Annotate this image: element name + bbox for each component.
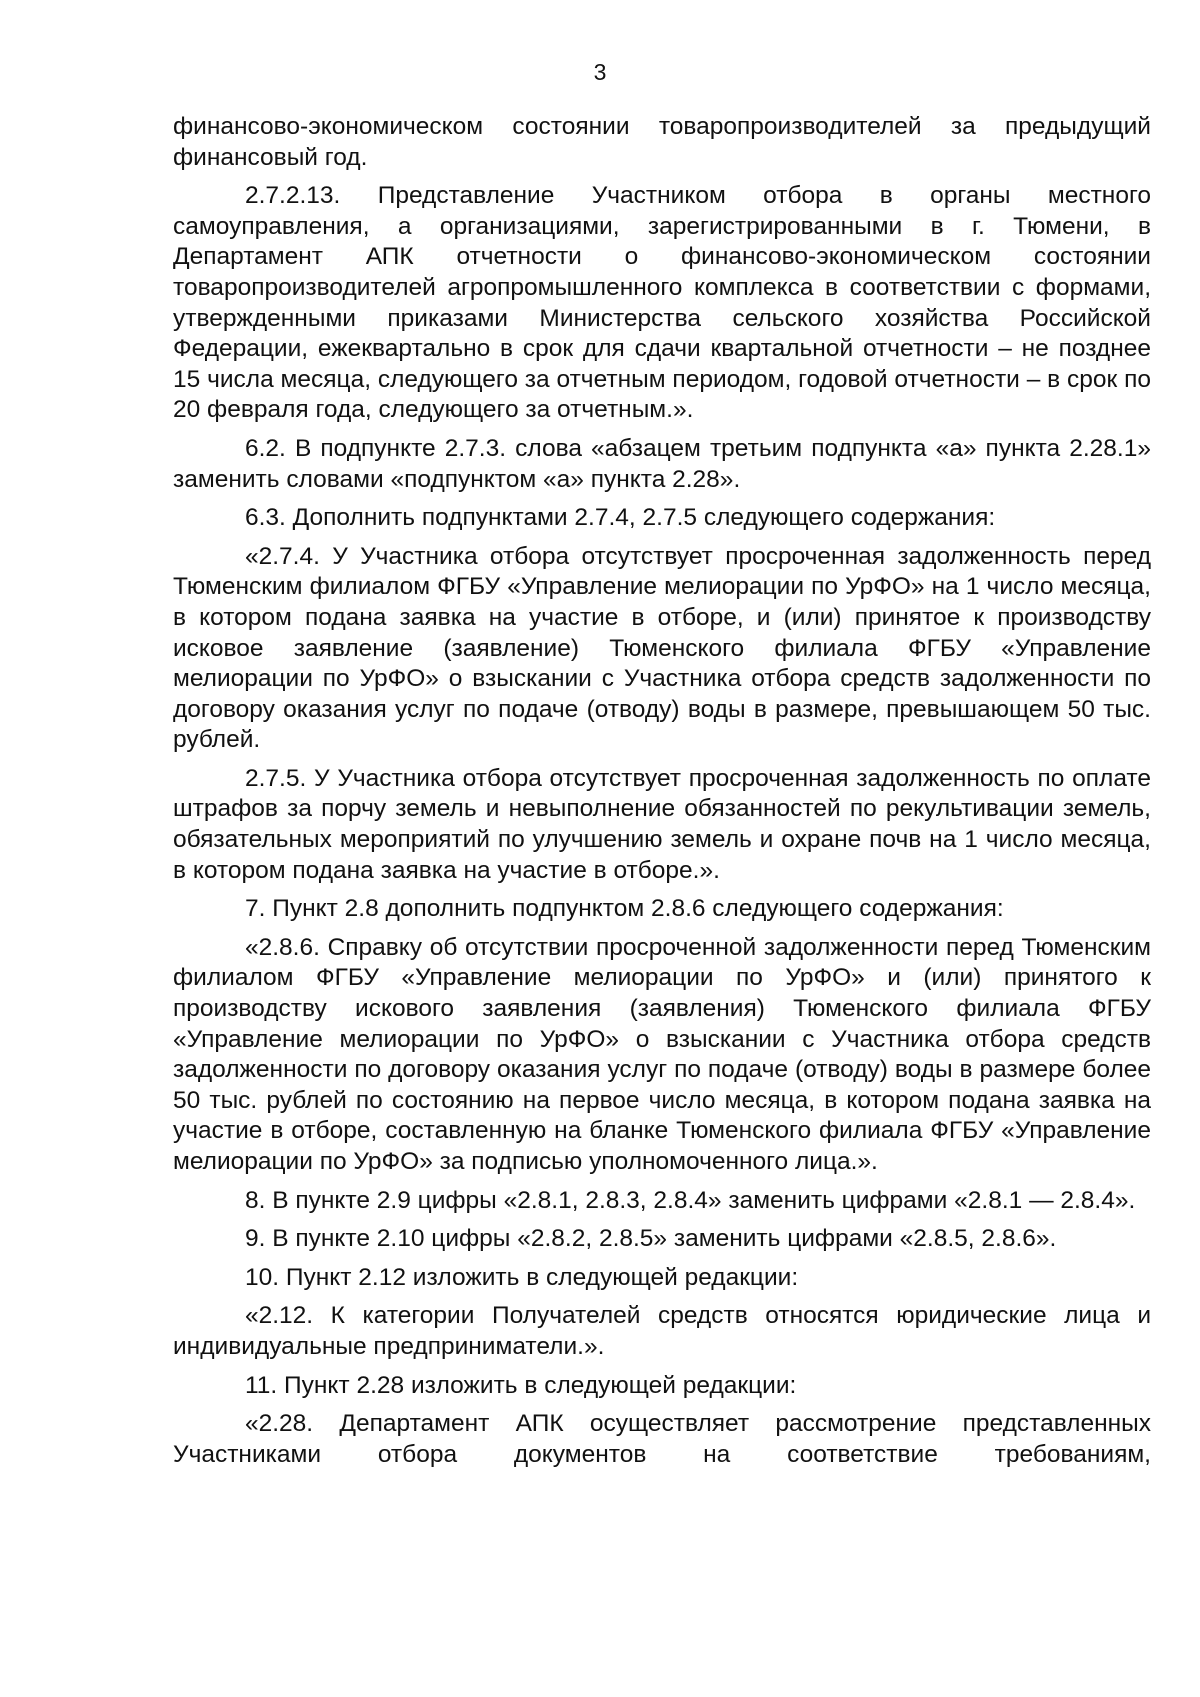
paragraph-2-8-6: «2.8.6. Справку об отсутствии просроченной задолженности перед Тюменским филиалом ФГБУ «Управление мелиорации по УрФО» и (или) принятого к производству искового заявления (заявления) Тюменского филиала ФГБУ «Управление мелиорации по УрФО» о взыскании с Участника отбора средств задолженности по договору оказания услуг по подаче (отводу) воды в размере более 50 тыс. рублей по состоянию на первое число месяца, в котором подана заявка на участие в отборе, составленную на бланке Тюменского филиала ФГБУ «Управление мелиорации по УрФО» за подписью уполномоченного лица.».	[173, 933, 1151, 1175]
paragraph-continuation: финансово-экономическом состоянии товаропроизводителей за предыдущий финансовый год.	[173, 113, 1151, 171]
paragraph-2-28: «2.28. Департамент АПК осуществляет рассмотрение представленных Участниками отбора документов на соответствие требованиям,	[173, 1410, 1151, 1468]
paragraph-8: 8. В пункте 2.9 цифры «2.8.1, 2.8.3, 2.8.4» заменить цифрами «2.8.1 — 2.8.4».	[245, 1186, 1136, 1214]
paragraph-7: 7. Пункт 2.8 дополнить подпунктом 2.8.6 следующего содержания:	[245, 895, 1004, 923]
paragraph-6-3: 6.3. Дополнить подпунктами 2.7.4, 2.7.5 следующего содержания:	[245, 504, 996, 532]
paragraph-2-12: «2.12. К категории Получателей средств относятся юридические лица и индивидуальные предприниматели.».	[173, 1302, 1151, 1360]
paragraph-11: 11. Пункт 2.28 изложить в следующей редакции:	[245, 1371, 797, 1399]
paragraph-9: 9. В пункте 2.10 цифры «2.8.2, 2.8.5» заменить цифрами «2.8.5, 2.8.6».	[245, 1225, 1057, 1253]
paragraph-2-7-2-13: 2.7.2.13. Представление Участником отбора в органы местного самоуправления, а организациями, зарегистрированными в г. Тюмени, в Департамент АПК отчетности о финансово-экономическом состоянии товаропроизводителей агропромышленного комплекса в соответствии с формами, утвержденными приказами Министерства сельского хозяйства Российской Федерации, ежеквартально в срок для сдачи квартальной отчетности – не позднее 15 числа месяца, следующего за отчетным периодом, годовой отчетности – в срок по 20 февраля года, следующего за отчетным.».	[173, 182, 1151, 424]
paragraph-2-7-4: «2.7.4. У Участника отбора отсутствует просроченная задолженность перед Тюменским филиалом ФГБУ «Управление мелиорации по УрФО» на 1 число месяца, в котором подана заявка на участие в отборе, и (или) принятое к производству исковое заявление (заявление) Тюменского филиала ФГБУ «Управление мелиорации по УрФО» о взыскании с Участника отбора средств задолженности по договору оказания услуг по подаче (отводу) воды в размере, превышающем 50 тыс. рублей.	[173, 542, 1151, 754]
paragraph-6-2: 6.2. В подпункте 2.7.3. слова «абзацем третьим подпункта «а» пункта 2.28.1» заменить словами «подпунктом «а» пункта 2.28».	[173, 434, 1151, 493]
document-body	[173, 112, 1151, 1478]
paragraph-10: 10. Пункт 2.12 изложить в следующей редакции:	[245, 1263, 799, 1291]
page-number: 3	[593, 59, 607, 85]
paragraph-2-7-5: 2.7.5. У Участника отбора отсутствует просроченная задолженность по оплате штрафов за порчу земель и невыполнение обязанностей по рекультивации земель, обязательных мероприятий по улучшению земель и охране почв на 1 число месяца, в котором подана заявка на участие в отборе.».	[173, 764, 1151, 884]
